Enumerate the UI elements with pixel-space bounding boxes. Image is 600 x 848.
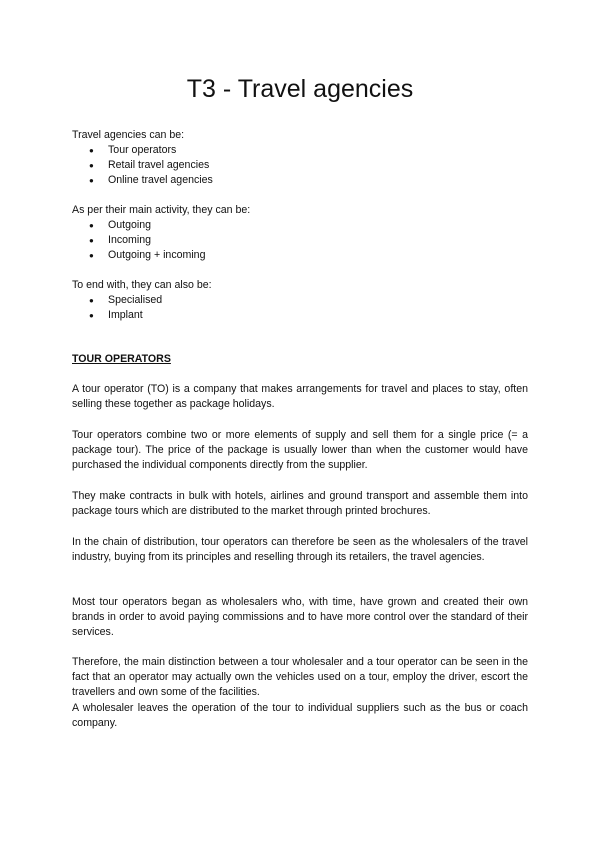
list-item	[72, 233, 528, 248]
list-item	[72, 293, 528, 308]
section-intro: As per their main activity, they can be:	[72, 204, 251, 216]
paragraph: A wholesaler leaves the operation of the tour to individual suppliers such as the bus or coach company.	[72, 702, 528, 730]
list-item	[72, 308, 528, 323]
paragraph: Therefore, the main distinction between a tour wholesaler and a tour operator can be seen in the fact that an operator may actually own the vehicles used on a tour, employ the driver, escort the travellers and own some of the facilities.	[72, 656, 528, 699]
list-item-text: Implant	[108, 309, 143, 321]
section-intro: Travel agencies can be:	[72, 129, 185, 141]
section-heading: TOUR OPERATORS	[72, 353, 171, 365]
list-item-text: Outgoing + incoming	[108, 249, 206, 261]
section-intro: To end with, they can also be:	[72, 279, 212, 291]
bullet-list	[72, 218, 528, 263]
list-item	[72, 173, 528, 188]
paragraph: Most tour operators began as wholesalers who, with time, have grown and created their own brands in order to avoid paying commissions and to have more control over the standard of their services.	[72, 596, 528, 639]
bullet-icon: ●	[89, 311, 94, 320]
list-item-text: Retail travel agencies	[108, 159, 210, 171]
bullet-icon: ●	[89, 161, 94, 170]
list-item-text: Online travel agencies	[108, 174, 213, 186]
list-item-text: Incoming	[108, 234, 151, 246]
document-title: T3 - Travel agencies	[186, 75, 414, 103]
bullet-icon: ●	[89, 221, 94, 230]
list-item-text: Outgoing	[108, 219, 151, 231]
paragraph: Tour operators combine two or more elements of supply and sell them for a single price (= a package tour). The price of the package is usually lower than when the customer would have purchased the individual components directly from the supplier.	[72, 429, 528, 472]
list-item	[72, 143, 528, 158]
paragraph: They make contracts in bulk with hotels, airlines and ground transport and assemble them into package tours which are distributed to the market through printed brochures.	[72, 490, 528, 518]
bullet-icon: ●	[89, 251, 94, 260]
bullet-icon: ●	[89, 176, 94, 185]
bullet-icon: ●	[89, 236, 94, 245]
bullet-icon: ●	[89, 146, 94, 155]
paragraph: In the chain of distribution, tour operators can therefore be seen as the wholesalers of the travel industry, buying from its principles and reselling through its retailers, the travel agencies.	[72, 536, 528, 564]
bullet-list	[72, 143, 528, 188]
list-item-text: Specialised	[108, 294, 163, 306]
bullet-icon: ●	[89, 296, 94, 305]
list-item	[72, 218, 528, 233]
list-item-text: Tour operators	[108, 144, 177, 156]
list-item	[72, 158, 528, 173]
paragraph: A tour operator (TO) is a company that makes arrangements for travel and places to stay, often selling these together as package holidays.	[72, 383, 528, 411]
list-item	[72, 248, 528, 263]
bullet-list	[72, 293, 528, 323]
